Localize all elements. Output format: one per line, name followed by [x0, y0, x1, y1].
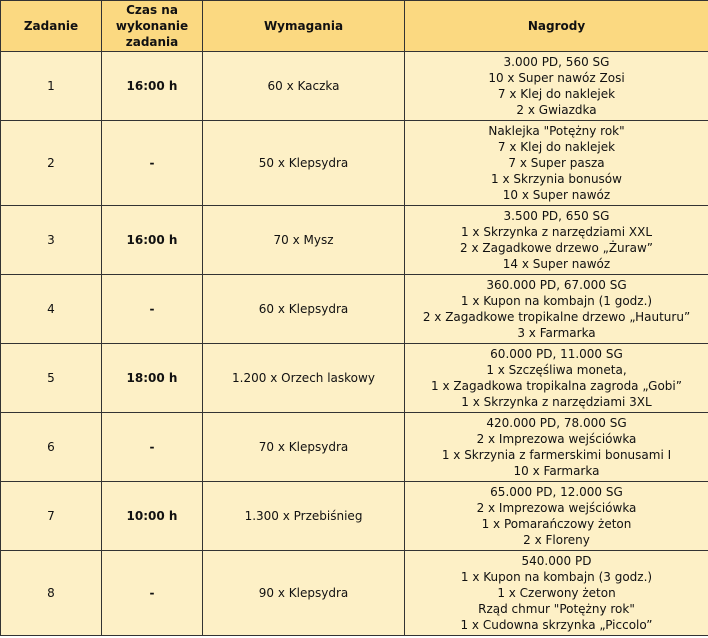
task-number: 4	[1, 275, 102, 344]
task-time: 16:00 h	[102, 52, 203, 121]
task-requirement: 1.300 x Przebiśnieg	[203, 482, 405, 551]
task-requirement: 1.200 x Orzech laskowy	[203, 344, 405, 413]
task-number: 5	[1, 344, 102, 413]
task-rewards	[405, 551, 708, 636]
table-body	[1, 52, 708, 636]
reward-line: 1 x Zagadkowa tropikalna zagroda „Gobi”	[431, 379, 682, 393]
task-number: 2	[1, 121, 102, 206]
reward-line: 1 x Szczęśliwa moneta,	[486, 363, 627, 377]
table-row	[1, 206, 708, 275]
task-requirement: 70 x Klepsydra	[203, 413, 405, 482]
table-row	[1, 551, 708, 636]
task-number: 3	[1, 206, 102, 275]
table-row	[1, 275, 708, 344]
reward-line: 1 x Cudowna skrzynka „Piccolo”	[460, 618, 653, 632]
table-row	[1, 121, 708, 206]
task-number: 6	[1, 413, 102, 482]
reward-line: 360.000 PD, 67.000 SG	[486, 278, 627, 292]
reward-line: 2 x Gwiazdka	[516, 103, 597, 117]
reward-line: 7 x Super pasza	[508, 156, 605, 170]
task-rewards	[405, 482, 708, 551]
table-row	[1, 413, 708, 482]
task-time: 18:00 h	[102, 344, 203, 413]
task-requirement: 60 x Klepsydra	[203, 275, 405, 344]
reward-line: 3 x Farmarka	[517, 326, 596, 340]
reward-line: 65.000 PD, 12.000 SG	[490, 485, 623, 499]
reward-line: 3.500 PD, 650 SG	[503, 209, 610, 223]
reward-line: Naklejka "Potężny rok"	[488, 124, 625, 138]
reward-line: 2 x Floreny	[523, 533, 590, 547]
task-rewards	[405, 206, 708, 275]
reward-line: 1 x Kupon na kombajn (1 godz.)	[460, 294, 653, 308]
reward-line: 14 x Super nawóz	[502, 257, 611, 271]
reward-line: 1 x Czerwony żeton	[497, 586, 616, 600]
reward-line: 540.000 PD	[521, 554, 592, 568]
task-rewards	[405, 121, 708, 206]
table-row	[1, 52, 708, 121]
reward-line: 7 x Klej do naklejek	[497, 140, 616, 154]
task-requirement: 50 x Klepsydra	[203, 121, 405, 206]
reward-line: 2 x Zagadkowe drzewo „Żuraw”	[460, 241, 653, 255]
task-number: 7	[1, 482, 102, 551]
task-requirement: 70 x Mysz	[203, 206, 405, 275]
reward-line: 10 x Super nawóz	[502, 188, 611, 202]
reward-line: 1 x Skrzynia bonusów	[491, 172, 622, 186]
task-time: 10:00 h	[102, 482, 203, 551]
reward-line: 2 x Imprezowa wejściówka	[476, 501, 637, 515]
task-rewards	[405, 344, 708, 413]
header-row	[1, 1, 708, 52]
reward-line: 1 x Skrzynka z narzędziami 3XL	[461, 395, 652, 409]
task-number: 8	[1, 551, 102, 636]
header-requirements: Wymagania	[203, 1, 405, 52]
reward-line: 60.000 PD, 11.000 SG	[490, 347, 623, 361]
reward-line: 3.000 PD, 560 SG	[503, 55, 610, 69]
task-time: -	[102, 551, 203, 636]
task-rewards	[405, 413, 708, 482]
reward-line: 1 x Skrzynka z narzędziami XXL	[460, 225, 653, 239]
header-time: Czas na wykonanie zadania	[102, 1, 203, 52]
task-time: -	[102, 413, 203, 482]
reward-line: 7 x Klej do naklejek	[497, 87, 616, 101]
reward-line: Rząd chmur "Potężny rok"	[478, 602, 635, 616]
task-requirement: 60 x Kaczka	[203, 52, 405, 121]
header-task: Zadanie	[1, 1, 102, 52]
task-number: 1	[1, 52, 102, 121]
task-time: -	[102, 121, 203, 206]
task-time: -	[102, 275, 203, 344]
task-requirement: 90 x Klepsydra	[203, 551, 405, 636]
reward-line: 2 x Zagadkowe tropikalne drzewo „Hauturu”	[422, 310, 691, 324]
table-row	[1, 482, 708, 551]
task-rewards	[405, 275, 708, 344]
reward-line: 1 x Skrzynia z farmerskimi bonusami I	[441, 448, 672, 462]
task-time: 16:00 h	[102, 206, 203, 275]
reward-line: 10 x Super nawóz Zosi	[488, 71, 625, 85]
reward-line: 1 x Kupon na kombajn (3 godz.)	[460, 570, 653, 584]
reward-line: 10 x Farmarka	[513, 464, 600, 478]
reward-line: 1 x Pomarańczowy żeton	[481, 517, 632, 531]
reward-line: 2 x Imprezowa wejściówka	[476, 432, 637, 446]
table-row	[1, 344, 708, 413]
reward-line: 420.000 PD, 78.000 SG	[486, 416, 627, 430]
header-rewards: Nagrody	[405, 1, 708, 52]
task-rewards	[405, 52, 708, 121]
